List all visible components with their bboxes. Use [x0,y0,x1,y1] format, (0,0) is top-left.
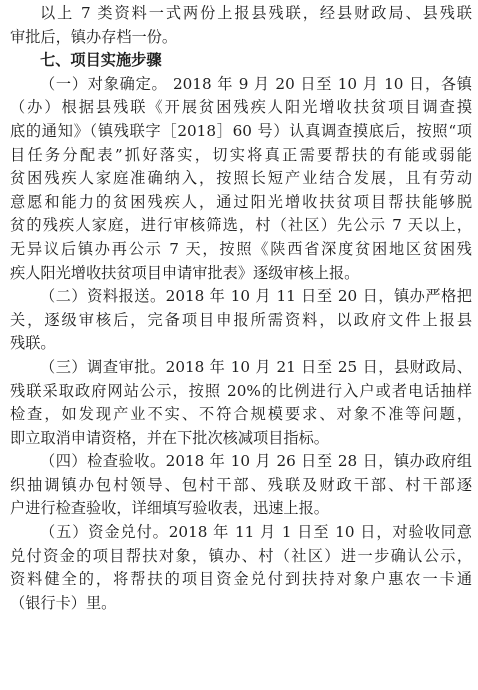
paragraph-line: 检查，如发现产业不实、不符合规模要求、对象不准等问题， [10,405,472,424]
paragraph-line: 以上 7 类资料一式两份上报县残联，经县财政局、县残联 [40,4,472,22]
paragraph-line: 疾人阳光增收扶贫项目申请审批表》逐级审核上报。 [10,263,360,282]
step-2-paragraph [10,285,472,356]
paragraph-line: （一）对象确定。 2018 年 9 月 20 日至 10 月 10 日，各镇 [40,74,472,93]
paragraph-line: 织抽调镇办包村领导、包村干部、残联及财政干部、村干部逐 [10,475,472,494]
paragraph-line: 关，逐级审核后，完备项目申报所需资料，以政府文件上报县 [10,310,472,329]
document-page [10,2,472,615]
paragraph-line: （银行卡）里。 [10,593,117,612]
paragraph-line: 底的通知》（镇残联字［2018］60 号）认真调查摸底后，按照“项 [10,121,472,140]
paragraph-line: 贫困残疾人家庭准确纳入，按照长短产业结合发展，且有劳动 [10,169,472,188]
paragraph-line: （五）资金兑付。2018 年 11 月 1 日至 10 日，对验收同意 [40,523,472,542]
paragraph-line: （二）资料报送。2018 年 10 月 11 日至 20 日，镇办严格把 [40,287,472,306]
intro-paragraph [10,2,472,49]
paragraph-line: 意愿和能力的贫困残疾人，通过阳光增收扶贫项目帮扶能够脱 [10,192,472,211]
paragraph-line: （办）根据县残联《开展贫困残疾人阳光增收扶贫项目调查摸 [10,98,472,117]
paragraph-line: 残联采取政府网站公示，按照 20%的比例进行入户或者电话抽样 [10,381,472,400]
paragraph-line: 兑付资金的项目帮扶对象，镇办、村（社区）进一步确认公示， [10,546,472,565]
section-heading: 七、项目实施步骤 [40,51,162,70]
paragraph-line: （四）检查验收。2018 年 10 月 26 日至 28 日，镇办政府组 [40,452,472,471]
paragraph-line: 户进行检查验收，详细填写验收表，迅速上报。 [10,499,329,518]
step-1-paragraph [10,73,472,285]
paragraph-line: 无异议后镇办再公示 7 天，按照《陕西省深度贫困地区贫困残 [10,239,472,258]
paragraph-line: 即立取消申请资格，并在下批次核减项目指标。 [10,428,329,447]
paragraph-line: 资料健全的，将帮扶的项目资金兑付到扶持对象户惠农一卡通 [10,570,472,589]
step-5-paragraph [10,521,472,615]
paragraph-line: （三）调查审批。2018 年 10 月 21 日至 25 日，县财政局、 [40,357,472,376]
paragraph-line: 贫的残疾人家庭，进行审核筛选，村（社区）先公示 7 天以上， [10,216,472,235]
step-4-paragraph [10,450,472,521]
paragraph-line: 审批后，镇办存档一份。 [10,27,178,46]
paragraph-line: 残联。 [10,334,56,353]
step-3-paragraph [10,356,472,450]
paragraph-line: 目任务分配表”抓好落实，切实将真正需要帮扶的有能或弱能 [10,145,472,164]
